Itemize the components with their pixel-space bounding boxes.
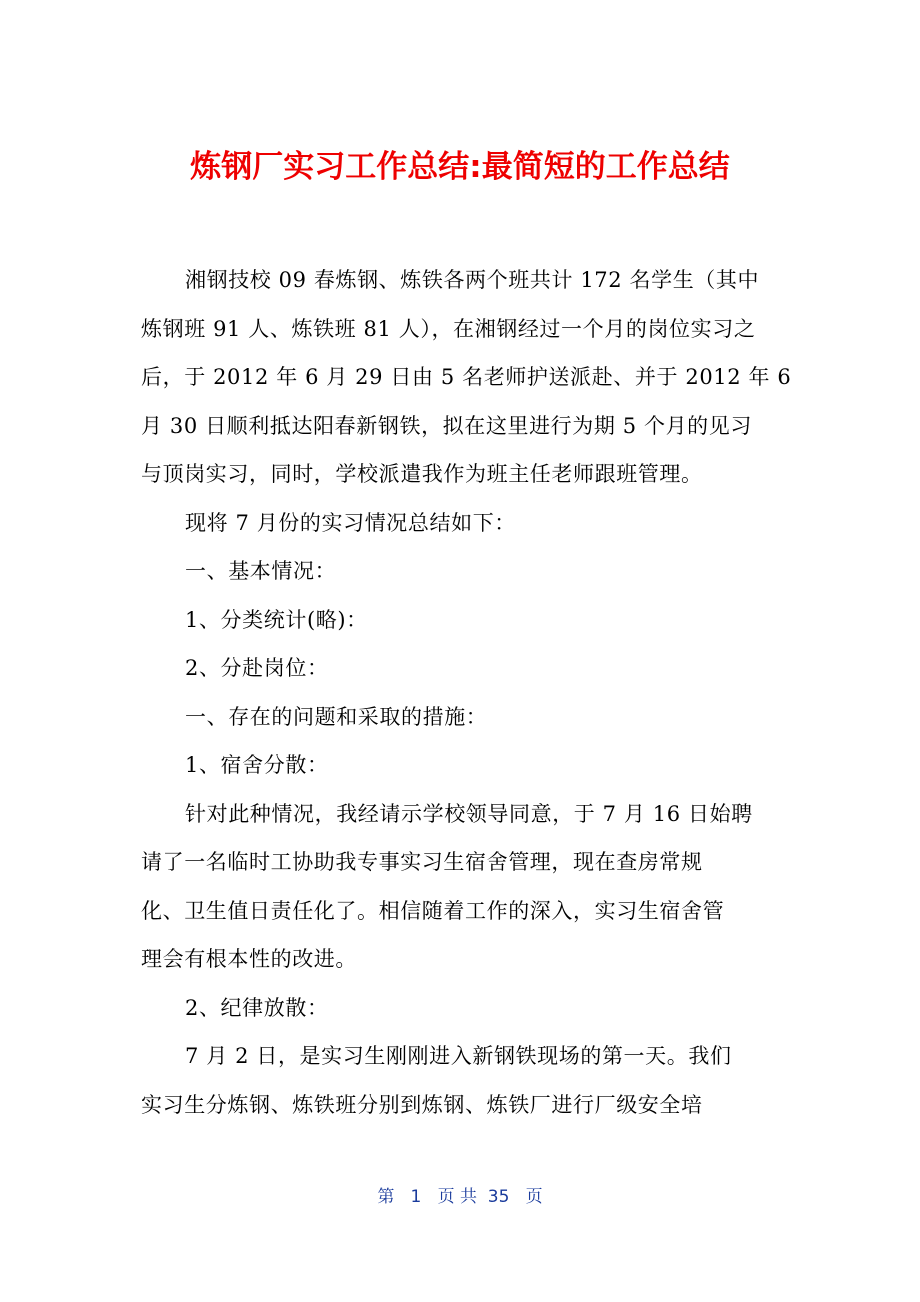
subsection-heading: 1、分类统计(略)：	[185, 607, 368, 632]
paragraph-line: 炼钢班 91 人、炼铁班 81 人），在湘钢经过一个月的岗位实习之	[141, 316, 756, 341]
document-body	[141, 256, 792, 1129]
paragraph-line: 后，于 2012 年 6 月 29 日由 5 名老师护送派赴、并于 2012 年 6	[141, 365, 792, 389]
page-number-footer: 第 1 页 共 35 页	[377, 1187, 543, 1207]
paragraph-line: 湘钢技校 09 春炼钢、炼铁各两个班共计 172 名学生（其中	[185, 268, 760, 292]
paragraph-line: 实习生分炼钢、炼铁班分别到炼钢、炼铁厂进行厂级安全培	[141, 1092, 703, 1117]
subsection-heading: 2、纪律放散：	[185, 995, 329, 1020]
section-heading: 一、存在的问题和采取的措施：	[185, 704, 488, 729]
document-title: 炼钢厂实习工作总结:最简短的工作总结	[190, 149, 730, 185]
paragraph-line: 针对此种情况，我经请示学校领导同意，于 7 月 16 日始聘	[185, 801, 753, 826]
paragraph-line: 请了一名临时工协助我专事实习生宿舍管理，现在查房常规	[141, 850, 703, 874]
paragraph-line: 与顶岗实习，同时，学校派遣我作为班主任老师跟班管理。	[141, 462, 703, 486]
paragraph-line: 月 30 日顺利抵达阳春新钢铁，拟在这里进行为期 5 个月的见习	[141, 413, 752, 438]
paragraph-line: 理会有根本性的改进。	[141, 947, 357, 971]
subsection-heading: 1、宿舍分散：	[185, 753, 329, 777]
subsection-heading: 2、分赴岗位：	[185, 656, 329, 680]
section-heading: 一、基本情况：	[185, 559, 337, 583]
paragraph-line: 7 月 2 日，是实习生刚刚进入新钢铁现场的第一天。我们	[185, 1044, 732, 1068]
paragraph-line: 化、卫生值日责任化了。相信随着工作的深入，实习生宿舍管	[141, 898, 725, 923]
paragraph-line: 现将 7 月份的实习情况总结如下：	[185, 510, 516, 535]
